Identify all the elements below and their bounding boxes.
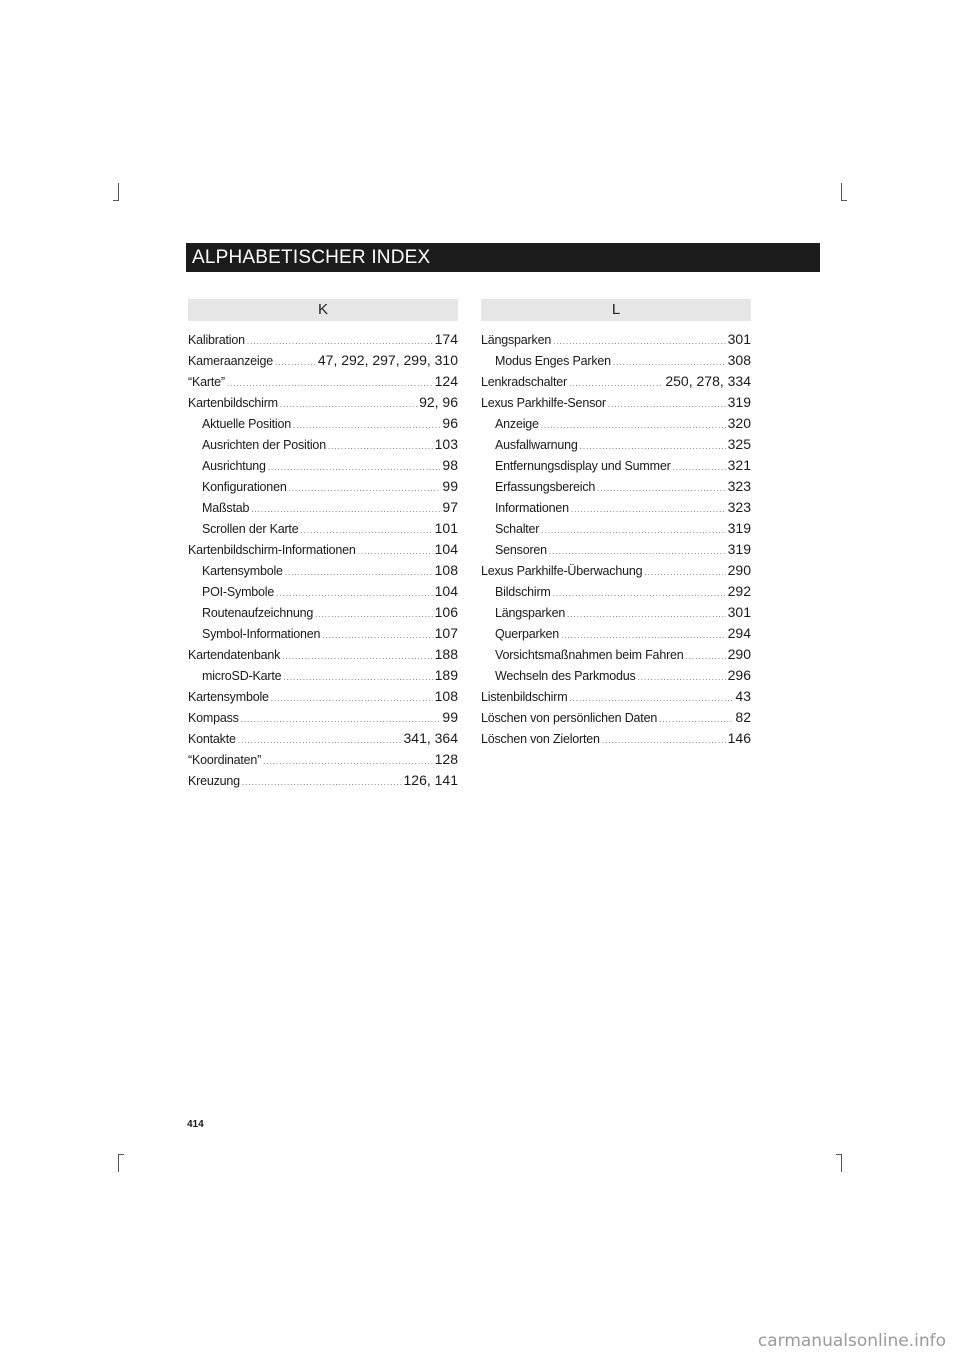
dot-leader	[283, 667, 432, 688]
entry-pages: 104	[434, 541, 458, 557]
entry-pages: 341, 364	[403, 730, 458, 746]
entry-pages: 319	[727, 394, 751, 410]
dot-leader	[300, 520, 432, 541]
entry-list	[481, 329, 751, 749]
entry-term: Lexus Parkhilfe-Sensor	[481, 396, 606, 410]
dot-leader	[541, 520, 725, 541]
entry-pages: 107	[434, 625, 458, 641]
dot-leader	[673, 457, 726, 478]
entry-term: Modus Enges Parken	[495, 354, 611, 368]
entry-pages: 308	[727, 352, 751, 368]
entry-term: Erfassungsbereich	[495, 480, 596, 494]
index-subentry	[188, 497, 458, 518]
entry-pages: 99	[442, 478, 458, 494]
dot-leader	[263, 751, 433, 772]
dot-leader	[549, 541, 726, 562]
dot-leader	[541, 415, 726, 436]
index-entry	[481, 392, 751, 413]
index-subentry	[481, 539, 751, 560]
index-subentry	[481, 476, 751, 497]
dot-leader	[328, 436, 433, 457]
index-entry	[188, 392, 458, 413]
crop-mark-bottom-right-head	[836, 1154, 842, 1155]
index-subentry	[188, 560, 458, 581]
dot-leader	[242, 772, 402, 793]
index-entry	[188, 644, 458, 665]
crop-mark-top-right-foot	[841, 200, 847, 201]
crop-mark-top-right	[841, 183, 842, 201]
dot-leader	[553, 583, 726, 604]
entry-term: Querparken	[495, 627, 560, 641]
page-header: ALPHABETISCHER INDEX	[186, 243, 820, 272]
index-subentry	[481, 455, 751, 476]
entry-pages: 301	[727, 331, 751, 347]
entry-term: Kalibration	[188, 333, 245, 347]
index-subentry	[481, 602, 751, 623]
index-subentry	[481, 518, 751, 539]
index-subentry	[481, 413, 751, 434]
entry-term: Löschen von Zielorten	[481, 732, 600, 746]
entry-term: Kartensymbole	[202, 564, 283, 578]
entry-term: Kreuzung	[188, 774, 240, 788]
entry-term: Kompass	[188, 711, 239, 725]
crop-mark-bottom-left	[118, 1154, 119, 1172]
dot-leader	[638, 667, 726, 688]
dot-leader	[613, 352, 726, 373]
index-subentry	[481, 434, 751, 455]
entry-term: Aktuelle Position	[202, 417, 292, 431]
entry-pages: 294	[727, 625, 751, 641]
entry-pages: 250, 278, 334	[665, 373, 751, 389]
index-entry	[481, 686, 751, 707]
index-column-l	[481, 299, 751, 749]
entry-pages: 146	[727, 730, 751, 746]
entry-term: Längsparken	[495, 606, 566, 620]
entry-term: Kartenbildschirm	[188, 396, 278, 410]
index-entry	[188, 350, 458, 371]
index-entry	[481, 728, 751, 749]
entry-pages: 174	[434, 331, 458, 347]
entry-term: Kameraanzeige	[188, 354, 273, 368]
entry-term: Lexus Parkhilfe-Überwachung	[481, 564, 643, 578]
dot-leader	[271, 688, 433, 709]
entry-term: “Karte”	[188, 375, 225, 389]
index-entry	[481, 329, 751, 350]
entry-pages: 98	[442, 457, 458, 473]
entry-term: Routenaufzeichnung	[202, 606, 314, 620]
entry-pages: 104	[434, 583, 458, 599]
index-subentry	[481, 665, 751, 686]
index-entry	[481, 560, 751, 581]
dot-leader	[247, 331, 433, 352]
dot-leader	[686, 646, 726, 667]
entry-term: POI-Symbole	[202, 585, 275, 599]
entry-pages: 128	[434, 751, 458, 767]
entry-term: microSD-Karte	[202, 669, 282, 683]
entry-term: Kontakte	[188, 732, 236, 746]
entry-term: Entfernungsdisplay und Summer	[495, 459, 671, 473]
index-subentry	[481, 581, 751, 602]
entry-pages: 292	[727, 583, 751, 599]
entry-pages: 321	[727, 457, 751, 473]
crop-mark-bottom-left-head	[118, 1154, 124, 1155]
dot-leader	[289, 478, 441, 499]
entry-term: Ausfallwarnung	[495, 438, 578, 452]
entry-pages: 43	[735, 688, 751, 704]
entry-term: Scrollen der Karte	[202, 522, 299, 536]
entry-pages: 124	[434, 373, 458, 389]
index-subentry	[188, 434, 458, 455]
entry-term: “Koordinaten”	[188, 753, 262, 767]
index-entry	[481, 371, 751, 392]
entry-term: Schalter	[495, 522, 540, 536]
entry-pages: 290	[727, 646, 751, 662]
entry-term: Ausrichten der Position	[202, 438, 326, 452]
section-letter: L	[481, 299, 751, 321]
crop-mark-top-left-foot	[113, 200, 119, 201]
entry-pages: 103	[434, 436, 458, 452]
entry-pages: 323	[727, 499, 751, 515]
entry-pages: 296	[727, 667, 751, 683]
entry-term: Vorsichtsmaßnahmen beim Fahren	[495, 648, 684, 662]
index-subentry	[188, 455, 458, 476]
index-entry	[188, 728, 458, 749]
entry-pages: 189	[434, 667, 458, 683]
entry-pages: 323	[727, 478, 751, 494]
dot-leader	[276, 583, 433, 604]
entry-pages: 301	[727, 604, 751, 620]
index-entry	[188, 770, 458, 791]
entry-pages: 47, 292, 297, 299, 310	[317, 352, 458, 368]
dot-leader	[315, 604, 433, 625]
dot-leader	[569, 688, 733, 709]
dot-leader	[567, 604, 726, 625]
entry-list	[188, 329, 458, 791]
entry-term: Listenbildschirm	[481, 690, 568, 704]
dot-leader	[268, 457, 441, 478]
dot-leader	[285, 562, 433, 583]
entry-pages: 319	[727, 520, 751, 536]
index-subentry	[188, 476, 458, 497]
dot-leader	[561, 625, 726, 646]
dot-leader	[358, 541, 433, 562]
dot-leader	[322, 625, 432, 646]
dot-leader	[608, 394, 726, 415]
entry-pages: 188	[434, 646, 458, 662]
entry-term: Kartendatenbank	[188, 648, 281, 662]
dot-leader	[280, 394, 417, 415]
index-entry	[188, 371, 458, 392]
watermark: carmanualsonline.info	[757, 1331, 946, 1351]
entry-pages: 325	[727, 436, 751, 452]
entry-pages: 320	[727, 415, 751, 431]
index-subentry	[481, 350, 751, 371]
entry-pages: 108	[434, 688, 458, 704]
entry-pages: 290	[727, 562, 751, 578]
entry-term: Lenkradschalter	[481, 375, 567, 389]
entry-pages: 92, 96	[419, 394, 458, 410]
index-subentry	[188, 518, 458, 539]
dot-leader	[571, 499, 726, 520]
entry-term: Informationen	[495, 501, 569, 515]
index-entry	[481, 707, 751, 728]
dot-leader	[553, 331, 726, 352]
entry-term: Bildschirm	[495, 585, 551, 599]
index-subentry	[188, 665, 458, 686]
entry-term: Sensoren	[495, 543, 547, 557]
index-entry	[188, 686, 458, 707]
dot-leader	[251, 499, 440, 520]
index-subentry	[188, 581, 458, 602]
dot-leader	[275, 352, 316, 373]
entry-term: Kartensymbole	[188, 690, 269, 704]
index-entry	[188, 749, 458, 770]
dot-leader	[241, 709, 441, 730]
entry-pages: 319	[727, 541, 751, 557]
entry-term: Maßstab	[202, 501, 250, 515]
dot-leader	[227, 373, 433, 394]
entry-pages: 101	[434, 520, 458, 536]
entry-term: Längsparken	[481, 333, 552, 347]
entry-term: Kartenbildschirm-Informationen	[188, 543, 356, 557]
dot-leader	[644, 562, 725, 583]
dot-leader	[293, 415, 440, 436]
index-subentry	[188, 602, 458, 623]
dot-leader	[659, 709, 733, 730]
entry-term: Symbol-Informationen	[202, 627, 321, 641]
entry-pages: 99	[442, 709, 458, 725]
dot-leader	[580, 436, 726, 457]
entry-pages: 126, 141	[403, 772, 458, 788]
entry-pages: 82	[735, 709, 751, 725]
section-letter: K	[188, 299, 458, 321]
entry-pages: 106	[434, 604, 458, 620]
index-subentry	[188, 413, 458, 434]
entry-term: Löschen von persönlichen Daten	[481, 711, 658, 725]
entry-term: Wechseln des Parkmodus	[495, 669, 636, 683]
entry-pages: 97	[442, 499, 458, 515]
index-entry	[188, 707, 458, 728]
entry-pages: 108	[434, 562, 458, 578]
entry-term: Anzeige	[495, 417, 539, 431]
page-number: 414	[187, 1119, 204, 1130]
index-subentry	[481, 644, 751, 665]
entry-pages: 96	[442, 415, 458, 431]
index-subentry	[481, 623, 751, 644]
dot-leader	[597, 478, 726, 499]
index-column-k	[188, 299, 458, 791]
crop-mark-bottom-right	[841, 1154, 842, 1172]
index-entry	[188, 329, 458, 350]
dot-leader	[569, 373, 663, 394]
entry-term: Ausrichtung	[202, 459, 266, 473]
crop-mark-top-left	[118, 183, 119, 201]
index-entry	[188, 539, 458, 560]
index-subentry	[188, 623, 458, 644]
entry-term: Konfigurationen	[202, 480, 287, 494]
dot-leader	[282, 646, 432, 667]
index-subentry	[481, 497, 751, 518]
dot-leader	[602, 730, 726, 751]
dot-leader	[238, 730, 402, 751]
